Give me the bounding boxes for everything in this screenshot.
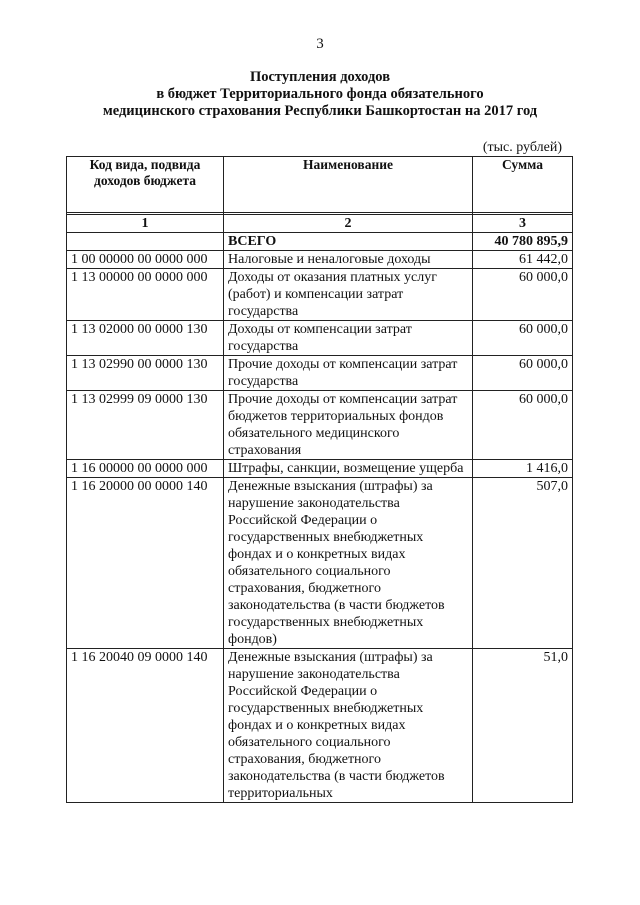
row-name: Доходы от компенсации затрат государства xyxy=(224,321,473,356)
column-number-2: 2 xyxy=(224,215,473,233)
header-code: Код вида, подвида доходов бюджета xyxy=(67,157,224,213)
units-label: (тыс. рублей) xyxy=(482,140,562,155)
row-amount: 60 000,0 xyxy=(473,391,573,460)
column-number-1: 1 xyxy=(67,215,224,233)
column-number-row xyxy=(67,215,573,233)
row-code: 1 16 20040 09 0000 140 xyxy=(67,649,224,803)
title-line-1: Поступления доходов xyxy=(249,69,391,85)
total-amount: 40 780 895,9 xyxy=(473,233,573,251)
row-code: 1 13 00000 00 0000 000 xyxy=(67,269,224,321)
row-name: Доходы от оказания платных услуг (работ) и компенсации затрат государства xyxy=(224,269,473,321)
row-amount: 60 000,0 xyxy=(473,321,573,356)
row-code: 1 16 20000 00 0000 140 xyxy=(67,478,224,649)
table-row xyxy=(67,391,573,460)
row-amount: 507,0 xyxy=(473,478,573,649)
total-row xyxy=(67,233,573,251)
row-amount: 1 416,0 xyxy=(473,460,573,478)
header-amount: Сумма xyxy=(473,157,573,213)
table-row xyxy=(67,649,573,803)
table-row xyxy=(67,460,573,478)
row-code: 1 13 02999 09 0000 130 xyxy=(67,391,224,460)
row-code: 1 00 00000 00 0000 000 xyxy=(67,251,224,269)
total-name: ВСЕГО xyxy=(224,233,473,251)
row-amount: 61 442,0 xyxy=(473,251,573,269)
row-name: Штрафы, санкции, возмещение ущерба xyxy=(224,460,473,478)
row-name: Налоговые и неналоговые доходы xyxy=(224,251,473,269)
revenue-table xyxy=(66,156,573,803)
page-number: 3 xyxy=(316,36,324,52)
table-header-row xyxy=(67,157,573,213)
row-amount: 60 000,0 xyxy=(473,356,573,391)
title-line-2: в бюджет Территориального фонда обязательного xyxy=(156,86,484,102)
header-name: Наименование xyxy=(224,157,473,213)
title-line-3: медицинского страхования Республики Башкортостан на 2017 год xyxy=(102,103,538,119)
row-code: 1 13 02000 00 0000 130 xyxy=(67,321,224,356)
row-amount: 51,0 xyxy=(473,649,573,803)
row-name: Прочие доходы от компенсации затрат государства xyxy=(224,356,473,391)
total-code xyxy=(67,233,224,251)
row-amount: 60 000,0 xyxy=(473,269,573,321)
table-row xyxy=(67,251,573,269)
row-code: 1 16 00000 00 0000 000 xyxy=(67,460,224,478)
row-name: Прочие доходы от компенсации затрат бюджетов территориальных фондов обязательного медицинского страхования xyxy=(224,391,473,460)
table-row xyxy=(67,269,573,321)
row-name: Денежные взыскания (штрафы) за нарушение законодательства Российской Федерации о государственных внебюджетных фондах и о конкретных видах обязательного социального страхования, бюджетного законодательства (в части бюджетов территориальных xyxy=(224,649,473,803)
row-code: 1 13 02990 00 0000 130 xyxy=(67,356,224,391)
table-row xyxy=(67,321,573,356)
row-name: Денежные взыскания (штрафы) за нарушение законодательства Российской Федерации о государственных внебюджетных фондах и о конкретных видах обязательного социального страхования, бюджетного законодательства (в части бюджетов государственных внебюджетных фондов) xyxy=(224,478,473,649)
document-title xyxy=(0,69,640,120)
table-row xyxy=(67,356,573,391)
column-number-3: 3 xyxy=(473,215,573,233)
table-row xyxy=(67,478,573,649)
